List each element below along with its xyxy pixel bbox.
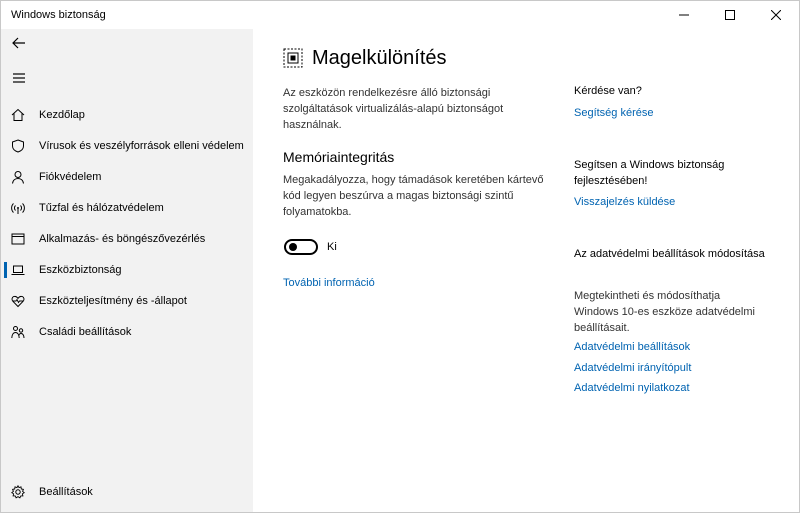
active-indicator [4, 262, 7, 278]
page-description: Az eszközön rendelkezésre álló biztonsági szolgáltatások virtualizálás-alapú biztonságot használnak. [283, 87, 504, 131]
title-bar [1, 1, 799, 29]
menu-button[interactable] [7, 68, 31, 88]
settings-label: Beállítások [39, 486, 93, 498]
toggle-state-label: Ki [327, 241, 337, 253]
shield-icon [10, 138, 26, 154]
question-heading: Kérdése van? [574, 85, 642, 97]
sidebar-item-label: Vírusok és veszélyforrások elleni védelem [39, 140, 244, 152]
sidebar-item-label: Eszközbiztonság [39, 264, 122, 276]
sidebar-item-device-performance[interactable] [1, 286, 253, 316]
memory-integrity-title: Memóriaintegritás [283, 149, 395, 165]
window-title: Windows biztonság [11, 9, 106, 21]
sidebar-item-account-protection[interactable] [1, 162, 253, 192]
more-info-link[interactable]: További információ [283, 277, 375, 289]
help-link[interactable]: Segítség kérése [574, 107, 654, 119]
memory-integrity-toggle[interactable] [284, 239, 318, 255]
home-icon [10, 107, 26, 123]
main-content [253, 29, 799, 513]
sidebar-item-label: Alkalmazás- és böngészővezérlés [39, 233, 206, 245]
sidebar-item-virus-protection[interactable] [1, 131, 253, 161]
sidebar-item-family-options[interactable] [1, 317, 253, 347]
sidebar-item-label: Eszközteljesítmény és -állapot [39, 295, 187, 307]
privacy-statement-link[interactable]: Adatvédelmi nyilatkozat [574, 382, 690, 394]
hamburger-icon [13, 73, 25, 83]
back-button[interactable] [7, 33, 31, 53]
window-icon [10, 231, 26, 247]
privacy-text: Megtekintheti és módosíthatja Windows 10-es eszköze adatvédelmi beállításait. [574, 290, 755, 334]
toggle-knob [289, 243, 297, 251]
sidebar-item-device-security[interactable] [1, 255, 253, 285]
minimize-button[interactable] [661, 1, 707, 29]
maximize-button[interactable] [707, 1, 753, 29]
close-button[interactable] [753, 1, 799, 29]
person-icon [10, 169, 26, 185]
back-arrow-icon [12, 37, 26, 49]
family-icon [10, 324, 26, 340]
sidebar-item-settings[interactable] [1, 477, 253, 507]
improve-heading: Segítsen a Windows biztonság fejlesztésében! [574, 159, 725, 187]
sidebar-item-label: Kezdőlap [39, 109, 85, 121]
page-title: Magelkülönítés [312, 47, 447, 69]
sidebar-item-app-browser-control[interactable] [1, 224, 253, 254]
sidebar-item-label: Családi beállítások [39, 326, 132, 338]
gear-icon [10, 484, 26, 500]
feedback-link[interactable]: Visszajelzés küldése [574, 196, 676, 208]
privacy-dashboard-link[interactable]: Adatvédelmi irányítópult [574, 362, 692, 374]
core-isolation-icon [283, 48, 303, 68]
privacy-heading: Az adatvédelmi beállítások módosítása [574, 248, 765, 260]
minimize-icon [679, 10, 689, 20]
sidebar-item-home[interactable] [1, 100, 253, 130]
laptop-icon [10, 262, 26, 278]
wifi-icon [10, 200, 26, 216]
heart-icon [10, 293, 26, 309]
privacy-settings-link[interactable]: Adatvédelmi beállítások [574, 341, 691, 353]
maximize-icon [725, 10, 735, 20]
sidebar-item-firewall[interactable] [1, 193, 253, 223]
sidebar-item-label: Fiókvédelem [39, 171, 102, 183]
memory-integrity-description: Megakadályozza, hogy támadások keretében kártevő kód legyen beszúrva a magas biztonsági szintű folyamatokba. [283, 174, 544, 218]
close-icon [771, 10, 781, 20]
sidebar [1, 29, 253, 513]
sidebar-item-label: Tűzfal és hálózatvédelem [39, 202, 164, 214]
